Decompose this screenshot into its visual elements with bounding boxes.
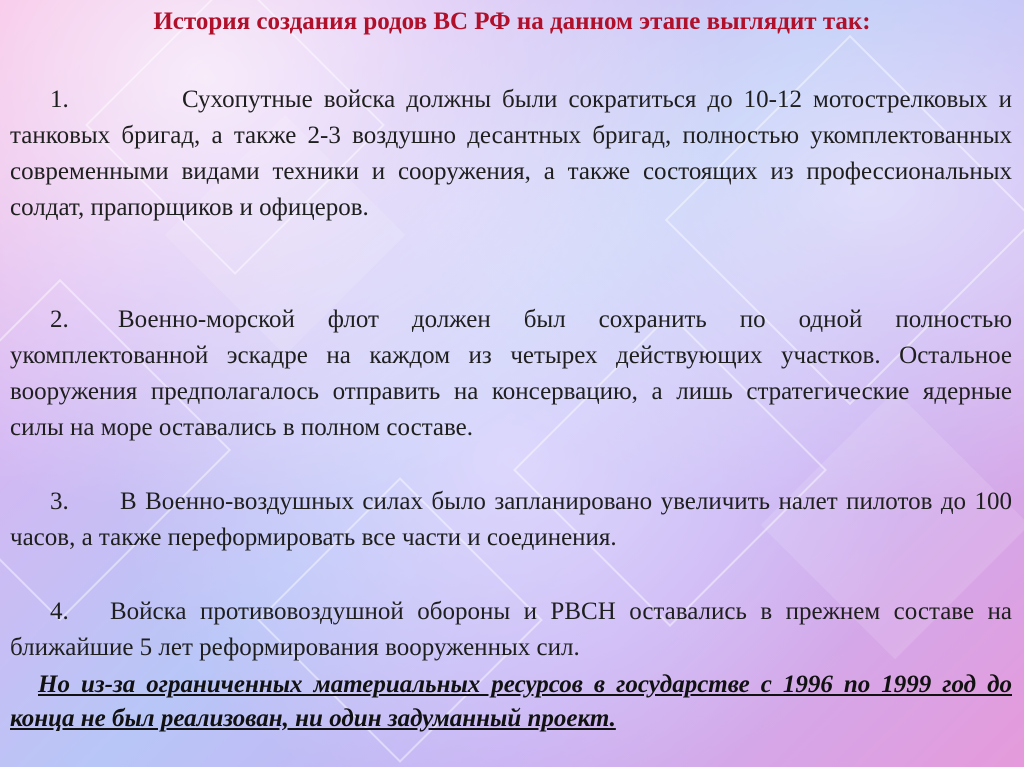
list-item-number: 3. [50, 488, 69, 515]
list-item-number: 1. [50, 86, 69, 113]
conclusion-text: Но из-за ограниченных материальных ресурсов в государстве с 1996 по 1999 год до конца не был реализован, ни один задуманный проект. [10, 671, 1012, 732]
list-item-text: Военно-морской флот должен был сохранить по одной полностью укомплектованной эскадре на каждом из четырех действующих участков. Остальное вооружения предполагалось отправить на консервацию, а лишь стратегические ядерные силы на море оставались в полном составе. [10, 306, 1012, 441]
list-item-text: Сухопутные войска должны были сократиться до 10-12 мотострелковых и танковых бригад, а также 2-3 воздушно десантных бригад, полностью укомплектованных современными видами техники и сооружения, а также состоящих из профессиональных солдат, прапорщиков и офицеров. [10, 86, 1012, 221]
list-item-1 [10, 82, 1012, 226]
list-item-text: Войска противовоздушной обороны и РВСН оставались в прежнем составе на ближайшие 5 лет реформирования вооруженных сил. [10, 598, 1012, 661]
slide-title: История создания родов ВС РФ на данном этапе выглядит так: [153, 8, 871, 35]
list-item-2 [10, 302, 1012, 446]
list-item-text: В Военно-воздушных силах было запланировано увеличить налет пилотов до 100 часов, а также переформировать все части и соединения. [10, 488, 1012, 551]
list-item-number: 4. [50, 598, 69, 625]
list-item-number: 2. [50, 306, 69, 333]
list-item-4 [10, 594, 1012, 666]
list-item-3 [10, 484, 1012, 556]
conclusion-note [10, 668, 1012, 736]
